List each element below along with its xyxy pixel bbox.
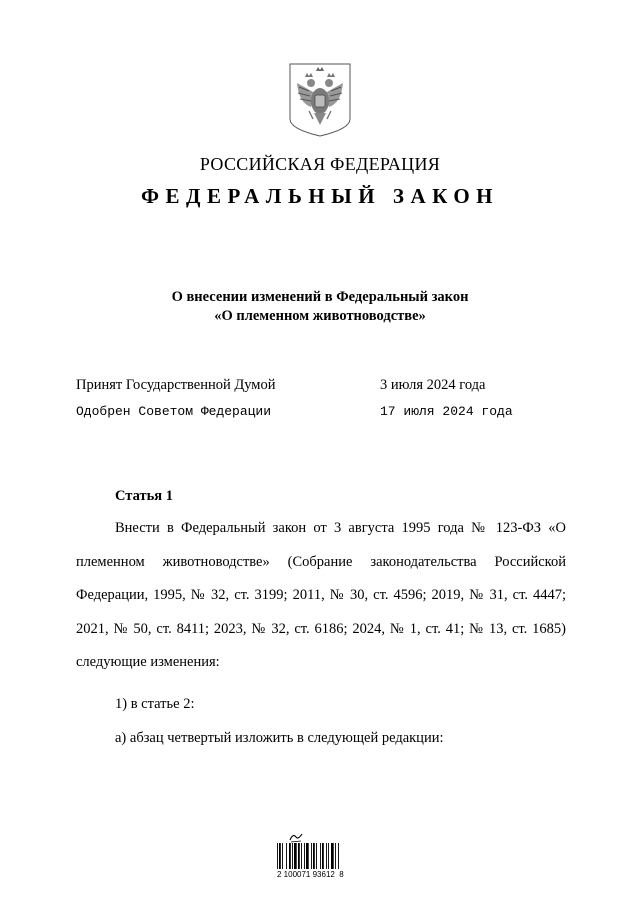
article-item-1a: а) абзац четвертый изложить в следующей редакции: [115,730,444,746]
barcode-bar [301,843,302,869]
article-heading: Статья 1 [115,488,173,504]
law-title-line-1: О внесении изменений в Федеральный закон [171,289,469,305]
article-item-1: 1) в статье 2: [115,696,195,712]
barcode-bar [286,843,287,869]
barcode-bar [292,843,293,869]
duma-adoption-date: 3 июля 2024 года [380,377,486,393]
barcode-bar [289,843,291,869]
barcode [277,843,357,869]
barcode-bar [311,843,312,869]
duma-adoption-label: Принят Государственной Думой [76,377,276,393]
barcode-bar [335,843,336,869]
article-intro-paragraph: Внести в Федеральный закон от 3 августа 1995 года № 123-ФЗ «О племенном животноводстве» (Собрание законодательства Российской Федерации, 1995, № 32, ст. 3199; 2011, № 30, ст. 4596; 2019, № 31, ст. 4447; 2021, № 50, ст. 8411; 2023, № 32, ст. 6186; 2024, № 1, ст. 41; № 13, ст. 1685) следующие изменения: [76,520,566,671]
barcode-bar [304,843,305,869]
document-type: ФЕДЕРАЛЬНЫЙ ЗАКОН [141,184,499,208]
barcode-bar [326,843,327,869]
law-title [0,288,640,326]
barcode-bar [277,843,278,869]
barcode-bar [279,843,281,869]
barcode-bar [316,843,317,869]
coat-of-arms-icon [289,63,351,137]
barcode-bar [328,843,329,869]
barcode-bar [294,843,297,869]
handwritten-mark-icon [289,831,303,843]
law-title-line-2: «О племенном животноводстве» [214,308,426,324]
barcode-number: 2 100071 93612 8 [277,870,344,879]
barcode-bar [331,843,334,869]
country-name: РОССИЙСКАЯ ФЕДЕРАЦИЯ [199,154,441,174]
council-approval-date: 17 июля 2024 года [380,404,513,419]
barcode-bar [320,843,321,869]
barcode-bar [306,843,309,869]
barcode-bar [298,843,300,869]
council-approval-label: Одобрен Советом Федерации [76,404,272,419]
barcode-bar [322,843,324,869]
barcode-bar [338,843,339,869]
barcode-bar [282,843,283,869]
barcode-bar [313,843,315,869]
